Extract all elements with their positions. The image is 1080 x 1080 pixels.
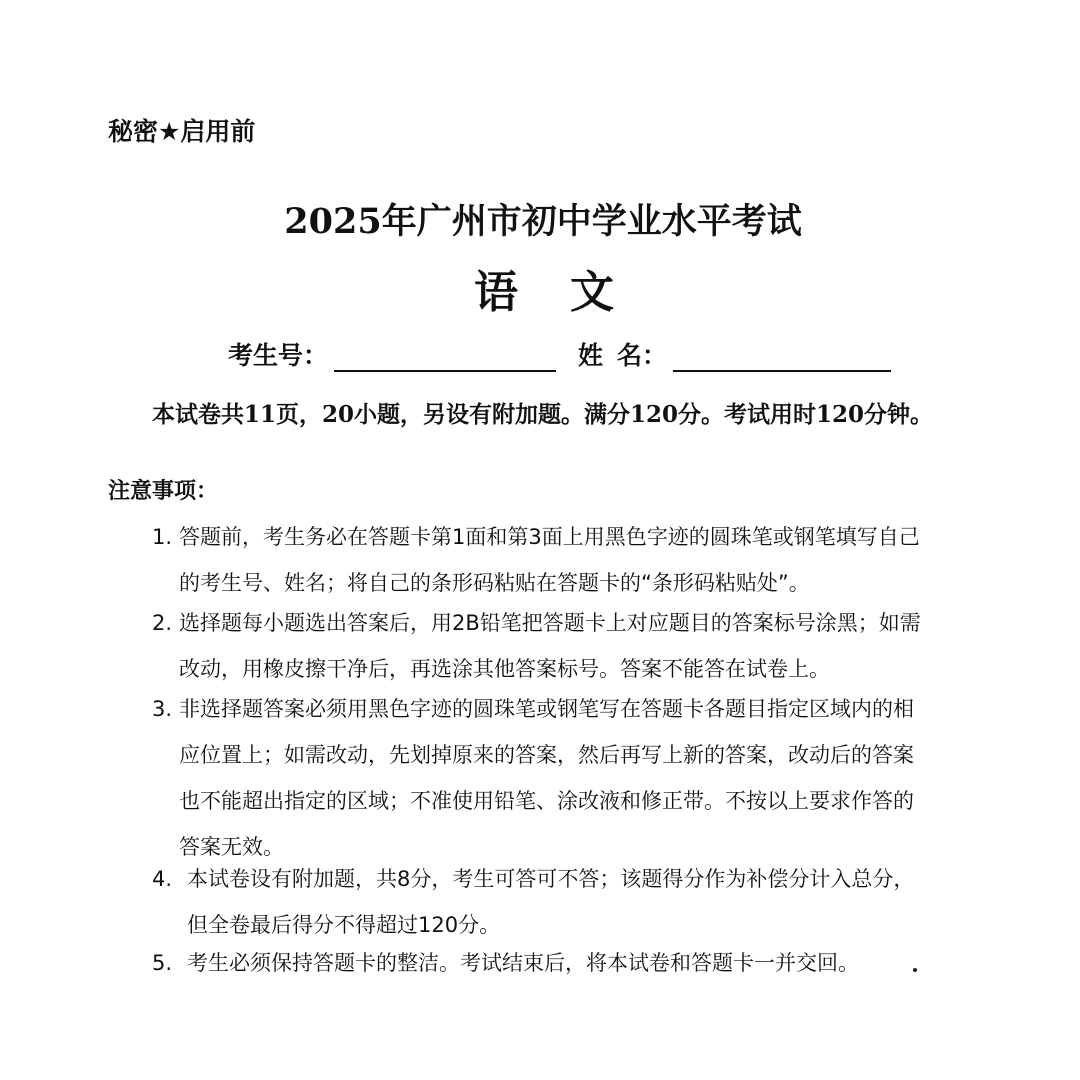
note-line: 也不能超出指定的区域；不准使用铅笔、涂改液和修正带。不按以上要求作答的 bbox=[179, 789, 914, 813]
note-number: 1. bbox=[152, 525, 173, 549]
note-line: 的考生号、姓名；将自己的条形码粘贴在答题卡的“条形码粘贴处”。 bbox=[179, 571, 810, 595]
exam-intro: 本试卷共11页，20小题，另设有附加题。满分120分。考试用时120分钟。 bbox=[152, 401, 934, 428]
candidate-id-field[interactable] bbox=[334, 346, 556, 372]
candidate-name-label bbox=[578, 336, 667, 372]
candidate-info-row bbox=[228, 336, 891, 372]
note-line: 但全卷最后得分不得超过120分。 bbox=[187, 913, 501, 937]
subject-char-2: 文 bbox=[570, 267, 614, 318]
note-line: 答题前，考生务必在答题卡第1面和第3面上用黑色字迹的圆珠笔或钢笔填写自己 bbox=[179, 525, 920, 549]
note-number: 3. bbox=[152, 697, 173, 721]
candidate-name-field[interactable] bbox=[673, 346, 891, 372]
note-number: 2. bbox=[152, 611, 173, 635]
note-item-4 bbox=[152, 856, 977, 948]
note-line: 本试卷设有附加题，共8分，考生可答可不答；该题得分作为补偿分计入总分， bbox=[187, 867, 915, 891]
name-label-char-1: 姓 bbox=[578, 341, 604, 370]
note-line: 答案无效。 bbox=[179, 835, 284, 859]
confidential-label: 秘密★启用前 bbox=[108, 117, 256, 146]
note-item-5 bbox=[152, 940, 977, 986]
candidate-id-label: 考生号： bbox=[228, 341, 329, 370]
note-number: 4. bbox=[152, 867, 173, 891]
note-line: 选择题每小题选出答案后，用2B铅笔把答题卡上对应题目的答案标号涂黑；如需 bbox=[179, 611, 921, 635]
name-label-char-2: 名： bbox=[617, 341, 668, 370]
note-line: 考生必须保持答题卡的整洁。考试结束后，将本试卷和答题卡一并交回。 bbox=[187, 951, 859, 975]
subject-char-1: 语 bbox=[474, 267, 518, 318]
note-line: 非选择题答案必须用黑色字迹的圆珠笔或钢笔写在答题卡各题目指定区域内的相 bbox=[179, 697, 914, 721]
note-item-2 bbox=[152, 600, 977, 692]
note-number: 5. bbox=[152, 951, 173, 975]
note-item-1 bbox=[152, 514, 977, 606]
note-line: 改动，用橡皮擦干净后，再选涂其他答案标号。答案不能答在试卷上。 bbox=[179, 657, 830, 681]
notes-title: 注意事项： bbox=[108, 479, 219, 504]
note-item-3 bbox=[152, 686, 977, 870]
subject-title bbox=[0, 256, 1080, 320]
ink-speck bbox=[913, 968, 917, 972]
exam-title: 2025年广州市初中学业水平考试 bbox=[284, 201, 802, 242]
note-line: 应位置上；如需改动，先划掉原来的答案，然后再写上新的答案，改动后的答案 bbox=[179, 743, 914, 767]
